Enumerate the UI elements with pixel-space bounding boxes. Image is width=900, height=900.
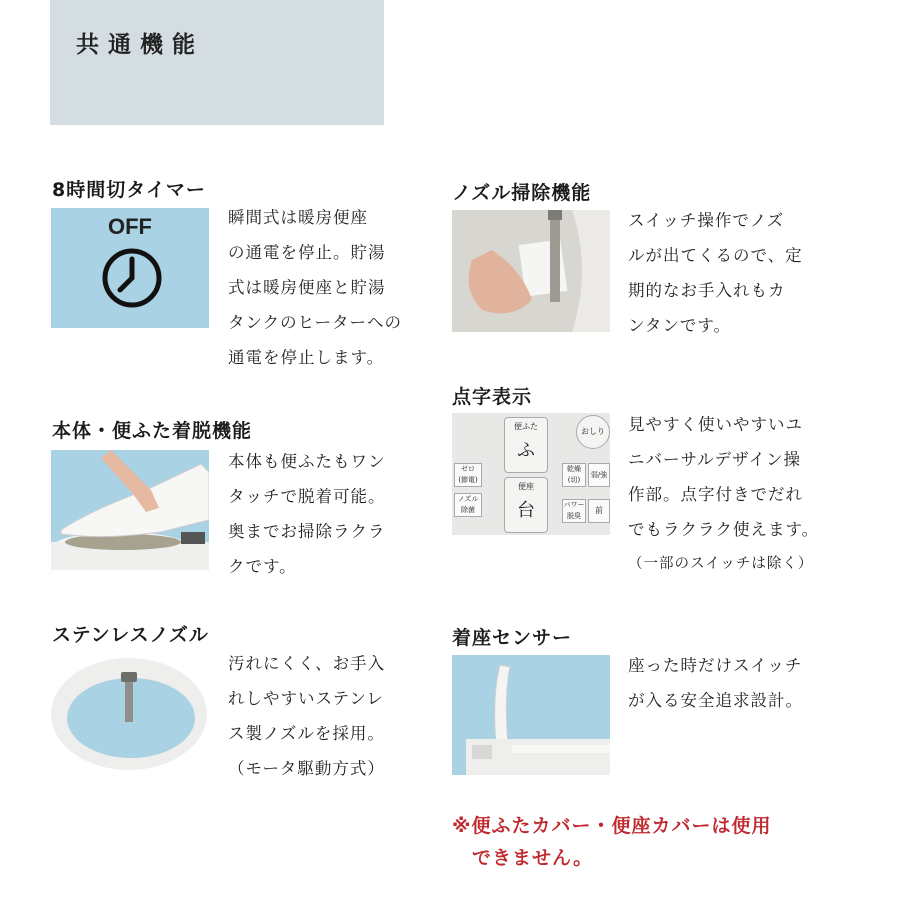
nozzle-clean-title: ノズル掃除機能 xyxy=(452,182,592,204)
nozzle-illustration xyxy=(51,652,209,772)
off-label: OFF xyxy=(108,214,152,239)
braille-description: 見やすく使いやすいユ ニバーサルデザイン操 作部。点字付きでだれ でもラクラク使えます。 （一部のスイッチは除く） xyxy=(628,415,820,572)
nozzle-clean-image xyxy=(452,210,610,332)
timer-image xyxy=(51,208,209,328)
weak-strong-button: 弱/強 xyxy=(588,463,610,487)
hand-cleaning-nozzle-illustration xyxy=(452,210,610,332)
clock-icon xyxy=(100,246,164,310)
detach-image xyxy=(51,450,209,570)
sensor-title: 着座センサー xyxy=(452,627,573,649)
timer-description: 瞬間式は暖房便座 の通電を停止。貯湯 式は暖房便座と貯湯 タンクのヒーターへの 通電を停止します。 xyxy=(228,208,403,367)
stainless-image xyxy=(51,652,209,772)
front-button: 前 xyxy=(588,499,610,523)
stainless-title: ステンレスノズル xyxy=(52,624,209,646)
cover-notice: ※便ふたカバー・便座カバーは使用 できません。 xyxy=(452,815,772,869)
section-title: 共通機能 xyxy=(76,32,204,58)
toilet-side-illustration xyxy=(452,655,610,775)
section-header-box xyxy=(50,0,384,125)
detach-description: 本体も便ふたもワン タッチで脱着可能。 奥までお掃除ラクラ クです。 xyxy=(228,452,386,576)
stainless-description: 汚れにくく、お手入 れしやすいステンレ ス製ノズルを採用。 （モータ駆動方式） xyxy=(228,654,386,778)
detach-title: 本体・便ふた着脱機能 xyxy=(52,420,253,442)
braille-panel-image xyxy=(452,413,610,535)
toilet-lid-illustration xyxy=(51,450,209,570)
power-button: パワー 脱臭 xyxy=(562,499,586,523)
timer-title: 8時間切タイマー xyxy=(52,179,206,201)
seat-button: 便座 台 xyxy=(504,477,548,533)
dry-button: 乾燥 (切) xyxy=(562,463,586,487)
nozzle-clean-description: スイッチ操作でノズ ルが出てくるので、定 期的なお手入れもカ ンタンです。 xyxy=(628,211,803,335)
oshiri-button: おしり xyxy=(576,415,610,449)
zero-button: ゼロ (節電) xyxy=(454,463,482,487)
sensor-image xyxy=(452,655,610,775)
nozzle-button: ノズル 除菌 xyxy=(454,493,482,517)
braille-title: 点字表示 xyxy=(452,386,533,408)
sensor-description: 座った時だけスイッチ が入る安全追求設計。 xyxy=(628,656,803,710)
lid-button: 便ふた ふ xyxy=(504,417,548,473)
